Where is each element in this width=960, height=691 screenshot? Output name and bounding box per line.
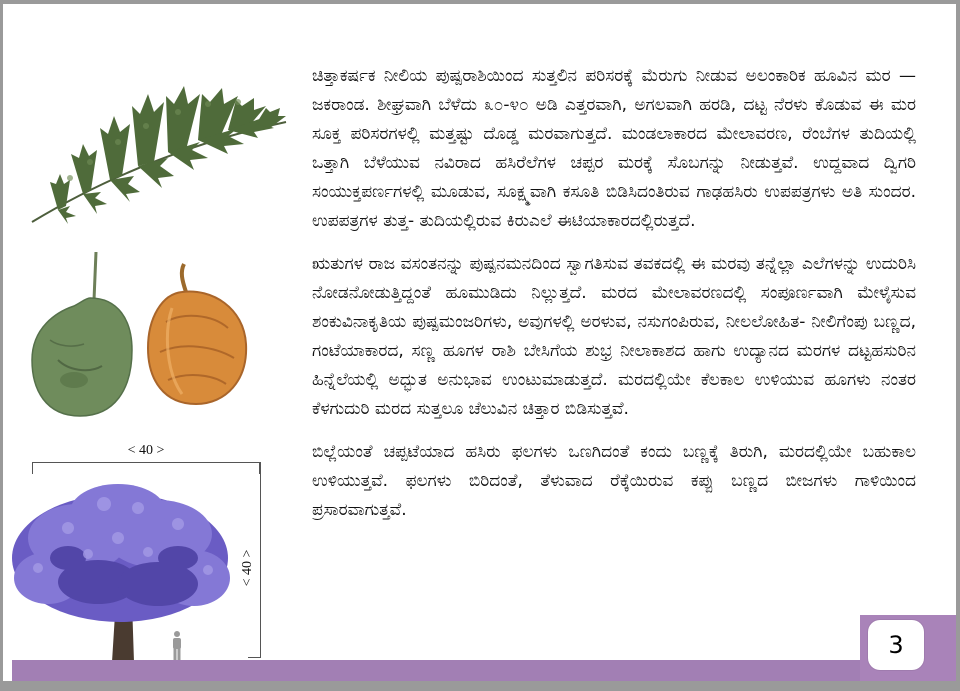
paragraph-3: ಬಿಲ್ಲೆಯಂತೆ ಚಪ್ಪಟೆಯಾದ ಹಸಿರು ಫಲಗಳು ಒಣಗಿದಂತೆ ಕಂದು ಬಣ್ಣಕ್ಕೆ ತಿರುಗಿ, ಮರದಲ್ಲಿಯೇ ಬಹುಕಾಲ ಉಳಿಯುತ್ತವೆ. ಫಲಗಳು ಬಿರಿದಂತೆ, ತೆಳುವಾದ ರೆಕ್ಕೆಯಿರುವ ಕಪ್ಪು ಬಣ್ಣದ ಬೀಜಗಳು ಗಾಳಿಯಿಂದ ಪ್ರಸಾರವಾಗುತ್ತವೆ.	[312, 442, 916, 520]
page-frame-left	[0, 0, 3, 691]
page-frame-right	[956, 0, 960, 691]
width-dimension-line	[32, 462, 260, 463]
page-frame-bottom	[0, 681, 960, 691]
leaf-illustration	[28, 82, 290, 230]
page-number: 3	[868, 620, 924, 670]
article-text	[312, 62, 916, 539]
page-frame-top	[0, 0, 960, 4]
jacaranda-tree-illustration	[8, 478, 240, 662]
width-dimension-tick-left	[32, 462, 33, 474]
height-dimension-label: < 40 >	[240, 549, 255, 587]
height-dimension-tick-bottom	[248, 657, 261, 658]
page-footer-band	[12, 660, 956, 681]
paragraph-1: ಚಿತ್ತಾಕರ್ಷಕ ನೀಲಿಯ ಪುಷ್ಪರಾಶಿಯಿಂದ ಸುತ್ತಲಿನ ಪರಿಸರಕ್ಕೆ ಮೆರುಗು ನೀಡುವ ಅಲಂಕಾರಿಕ ಹೂವಿನ ಮರ — ಜಕರಾಂಡ. ಶೀಘ್ರವಾಗಿ ಬೆಳೆದು ೩೦-೪೦ ಅಡಿ ಎತ್ತರವಾಗಿ, ಅಗಲವಾಗಿ ಹರಡಿ, ದಟ್ಟ ನೆರಳು ಕೊಡುವ ಈ ಮರ ಸೂಕ್ತ ಪರಿಸರಗಳಲ್ಲಿ ಮತ್ತಷ್ಟು ದೊಡ್ಡ ಮರವಾಗುತ್ತದೆ. ಮಂಡಲಾಕಾರದ ಮೇಲಾವರಣ, ರೆಂಬೆಗಳ ತುದಿಯಲ್ಲಿ ಒತ್ತಾಗಿ ಬೆಳೆಯುವ ನವಿರಾದ ಹಸಿರೆಲೆಗಳ ಚಪ್ಪರ ಮರಕ್ಕೆ ಸೊಬಗನ್ನು ನೀಡುತ್ತವೆ. ಉದ್ದವಾದ ದ್ವಿಗರಿ ಸಂಯುಕ್ತಪರ್ಣಗಳಲ್ಲಿ ಮೂಡುವ, ಸೂಕ್ಷ್ಮವಾಗಿ ಕಸೂತಿ ಬಿಡಿಸಿದಂತಿರುವ ಗಾಢಹಸಿರು ಉಪಪತ್ರಗಳು ಅತಿ ಸುಂದರ. ಉಪಪತ್ರಗಳ ತುತ್ತ- ತುದಿಯಲ್ಲಿರುವ ಕಿರುಎಲೆ ಈಟಿಯಾಕಾರದಲ್ಲಿರುತ್ತದೆ.	[312, 66, 916, 231]
width-dimension-label: < 40 >	[127, 443, 165, 458]
paragraph-2: ಋತುಗಳ ರಾಜ ವಸಂತನನ್ನು ಪುಷ್ಪನಮನದಿಂದ ಸ್ವಾಗತಿಸುವ ತವಕದಲ್ಲಿ ಈ ಮರವು ತನ್ನೆಲ್ಲಾ ಎಲೆಗಳನ್ನು ಉದುರಿಸಿ ನೋಡನೋಡುತ್ತಿದ್ದಂತೆ ಹೂಮುಡಿದು ನಿಲ್ಲುತ್ತದೆ. ಮರದ ಮೇಲಾವರಣದಲ್ಲಿ ಸಂಪೂರ್ಣವಾಗಿ ಮೇಳೈಸುವ ಶಂಕುವಿನಾಕೃತಿಯ ಪುಷ್ಪಮಂಜರಿಗಳು, ಅವುಗಳಲ್ಲಿ ಅರಳುವ, ನಸುಗಂಪಿರುವ, ನೀಲಲೋಹಿತ- ನೀಲಿಗೆಂಪು ಬಣ್ಣದ, ಗಂಟೆಯಾಕಾರದ, ಸಣ್ಣ ಹೂಗಳ ರಾಶಿ ಬೇಸಿಗೆಯ ಶುಭ್ರ ನೀಲಾಕಾಶದ ಹಾಗು ಉದ್ಯಾನದ ಮರಗಳ ದಟ್ಟಹಸುರಿನ ಹಿನ್ನೆಲೆಯಲ್ಲಿ ಅದ್ಭುತ ಅನುಭಾವ ಉಂಟುಮಾಡುತ್ತದೆ. ಮರದಲ್ಲಿಯೇ ಕೆಲಕಾಲ ಉಳಿಯುವ ಹೂಗಳು ನಂತರ ಕೆಳಗುದುರಿ ಮರದ ಸುತ್ತಲೂ ಚೆಲುವಿನ ಚಿತ್ತಾರ ಬಿಡಿಸುತ್ತವೆ.	[312, 254, 916, 419]
human-scale-figure	[170, 630, 184, 660]
green-pod-illustration	[28, 250, 138, 420]
brown-pod-illustration	[142, 262, 252, 408]
height-dimension-line	[260, 462, 261, 658]
